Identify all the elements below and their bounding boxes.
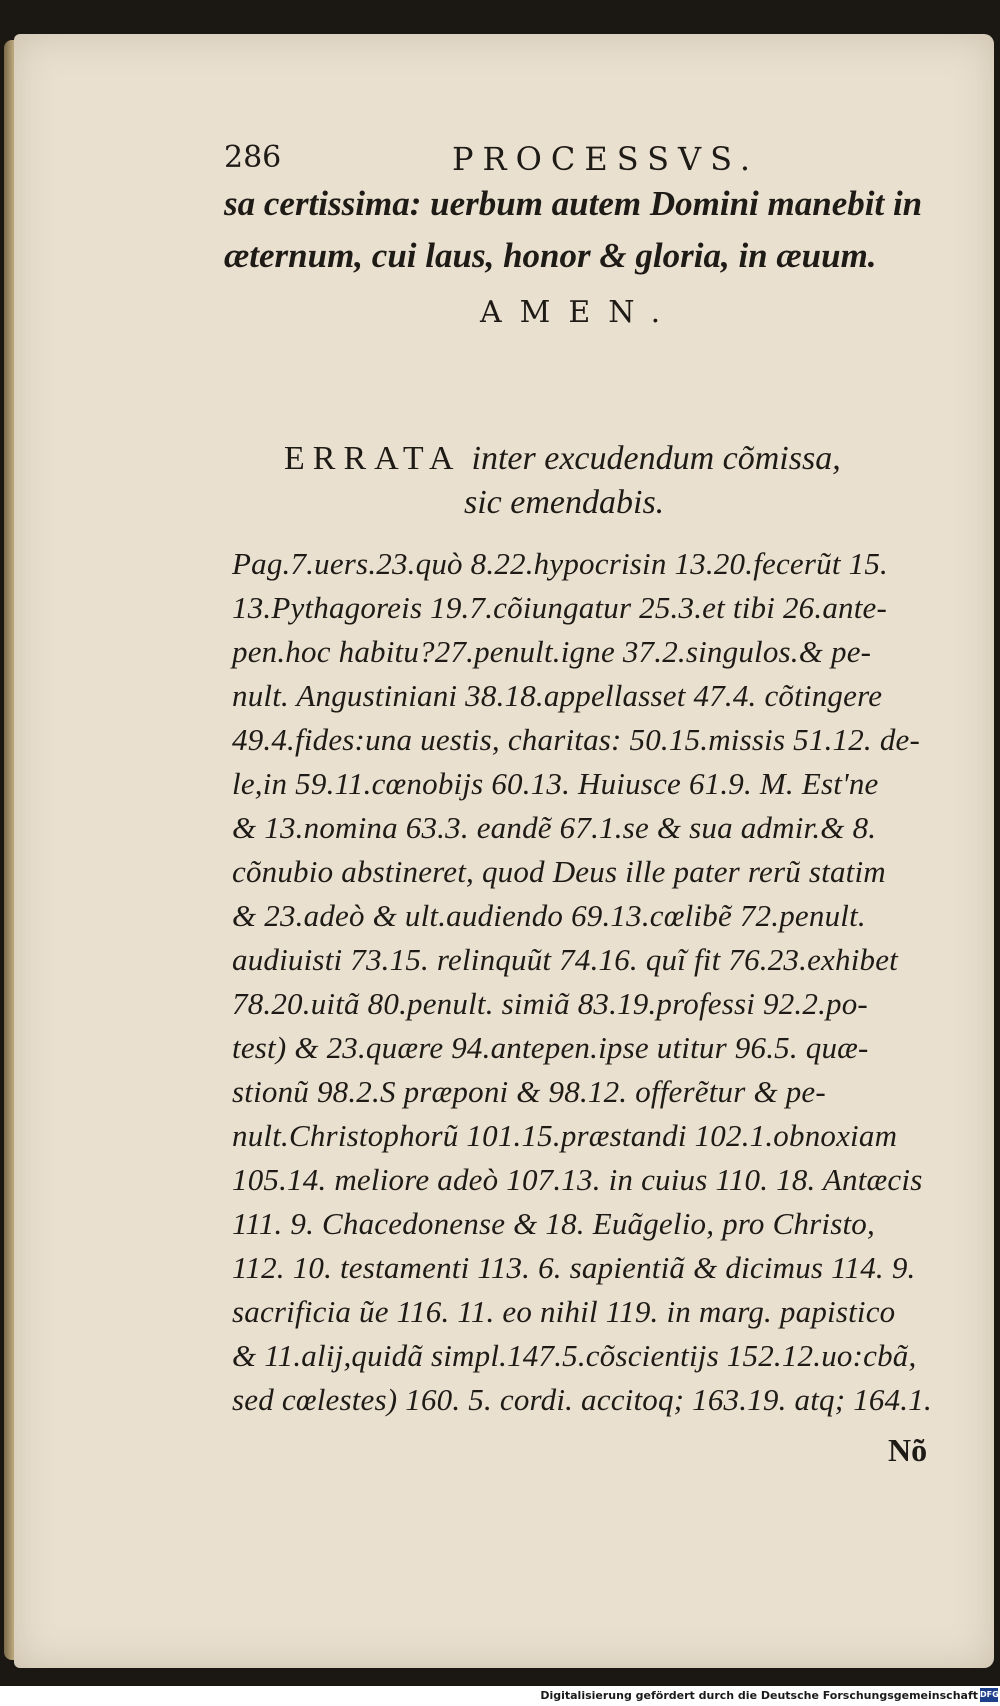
errata-line: & 13.nomina 63.3. eandẽ 67.1.se & sua admir.& 8. <box>232 810 877 845</box>
errata-line: audiuisti 73.15. relinquũt 74.16. quĩ fit 76.23.exhibet <box>232 942 898 977</box>
errata-line: 112. 10. testamenti 113. 6. sapientiã & dicimus 114. 9. <box>232 1250 916 1285</box>
errata-subheading: sic emendabis. <box>464 484 665 521</box>
errata-line: stionũ 98.2.S præponi & 98.12. offerẽtur & pe- <box>232 1074 826 1109</box>
page-number: 286 <box>224 140 282 175</box>
errata-line: 105.14. meliore adeò 107.13. in cuius 110. 18. Antæcis <box>232 1162 923 1197</box>
errata-line: sed cœlestes) 160. 5. cordi. accitoq; 163.19. atq; 164.1. <box>232 1382 932 1417</box>
dfg-logo-icon: DFG <box>980 1688 998 1702</box>
footer-bar <box>0 1686 1000 1706</box>
errata-line: & 23.adeò & ult.audiendo 69.13.cœlibẽ 72.penult. <box>232 898 866 933</box>
errata-line: test) & 23.quære 94.antepen.ipse utitur 96.5. quæ- <box>232 1030 869 1065</box>
errata-line: 13.Pythagoreis 19.7.cõiungatur 25.3.et tibi 26.ante- <box>232 590 888 625</box>
errata-heading-rest: inter excudendum cõmissa, <box>471 440 841 477</box>
footer-credit: Digitalisierung gefördert durch die Deutsche Forschungsgemeinschaft <box>540 1689 978 1702</box>
errata-line: nult.Christophorũ 101.15.præstandi 102.1.obnoxiam <box>232 1118 898 1153</box>
errata-line: pen.hoc habitu?27.penult.igne 37.2.singulos.& pe- <box>232 634 872 669</box>
errata-line: sacrificia ũe 116. 11. eo nihil 119. in marg. papistico <box>232 1294 896 1329</box>
errata-line: & 11.alij,quidã simpl.147.5.cõscientijs 152.12.uo:cbã, <box>232 1338 917 1373</box>
closing-line: sa certissima: uerbum autem Domini manebit in <box>224 184 923 223</box>
book-page <box>14 34 994 1668</box>
closing-line: æternum, cui laus, honor & gloria, in æuum. <box>224 236 877 275</box>
errata-line: 111. 9. Chacedonense & 18. Euãgelio, pro Christo, <box>232 1206 875 1241</box>
errata-line: le,in 59.11.cœnobijs 60.13. Huiusce 61.9. M. Est'ne <box>232 766 879 801</box>
amen-line: AMEN. <box>480 295 679 330</box>
errata-line: Pag.7.uers.23.quò 8.22.hypocrisin 13.20.fecerũt 15. <box>232 546 888 581</box>
running-head: PROCESSVS. <box>452 140 760 178</box>
catchword: Nõ <box>888 1432 928 1468</box>
errata-heading-caps: ERRATA <box>284 440 462 477</box>
errata-line: 49.4.fides:una uestis, charitas: 50.15.missis 51.12. de- <box>232 722 921 757</box>
errata-line: 78.20.uitã 80.penult. simiã 83.19.professi 92.2.po- <box>232 986 868 1021</box>
errata-line: nult. Angustiniani 38.18.appellasset 47.4. cõtingere <box>232 678 883 713</box>
errata-line: cõnubio abstineret, quod Deus ille pater rerũ statim <box>232 854 886 889</box>
errata-heading <box>284 440 841 478</box>
